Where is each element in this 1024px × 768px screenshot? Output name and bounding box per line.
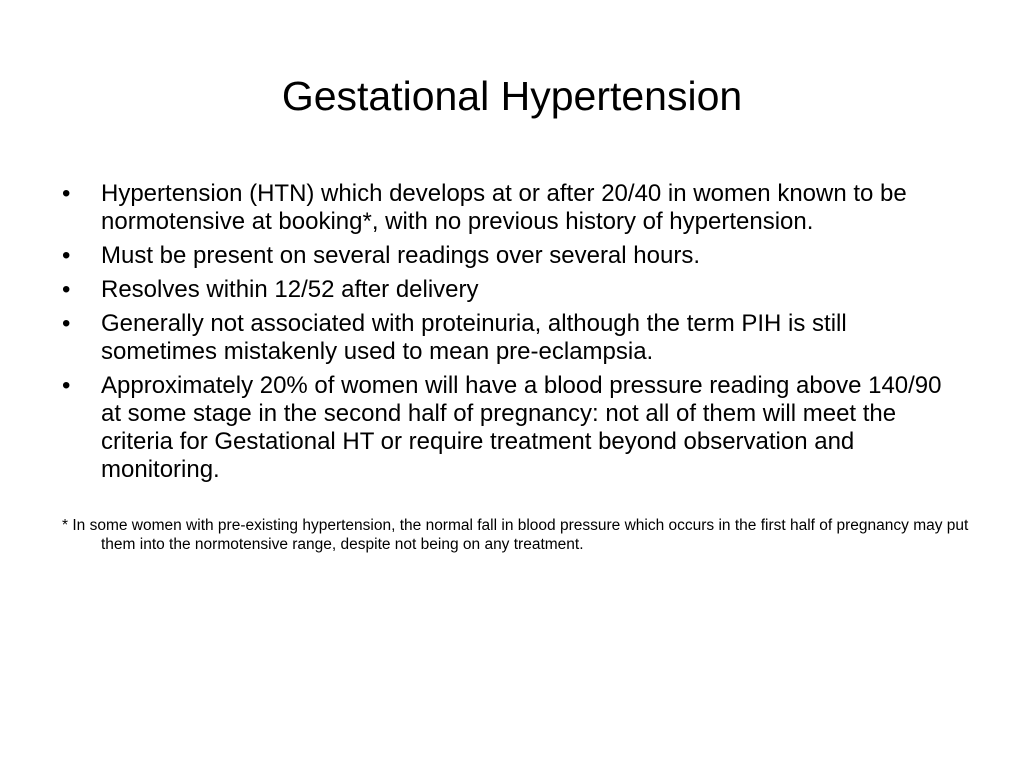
footnote: * In some women with pre-existing hypertension, the normal fall in blood pressure which occurs in the first half of pregnancy may put them into the normotensive range, despite not being on any treatment. <box>62 517 969 553</box>
bullet-item <box>62 276 962 304</box>
bullet-text: Approximately 20% of women will have a blood pressure reading above 140/90 at some stage in the second half of pregnancy: not all of them will meet the criteria for Gestational HT or require treatment beyond observation and monitoring. <box>101 372 942 483</box>
bullet-dot-icon: • <box>62 180 71 207</box>
bullet-item <box>62 180 962 236</box>
bullet-text: Hypertension (HTN) which develops at or after 20/40 in women known to be normotensive at booking*, with no previous history of hypertension. <box>101 180 907 235</box>
bullet-list <box>62 180 962 490</box>
bullet-text: Resolves within 12/52 after delivery <box>101 276 479 303</box>
bullet-dot-icon: • <box>62 276 71 303</box>
bullet-item <box>62 242 962 270</box>
bullet-dot-icon: • <box>62 372 71 399</box>
bullet-text: Must be present on several readings over several hours. <box>101 242 700 269</box>
bullet-dot-icon: • <box>62 310 71 337</box>
bullet-item <box>62 372 962 484</box>
slide-title: Gestational Hypertension <box>281 73 743 119</box>
bullet-dot-icon: • <box>62 242 71 269</box>
bullet-text: Generally not associated with proteinuria, although the term PIH is still sometimes mistakenly used to mean pre-eclampsia. <box>101 310 847 365</box>
bullet-item <box>62 310 962 366</box>
